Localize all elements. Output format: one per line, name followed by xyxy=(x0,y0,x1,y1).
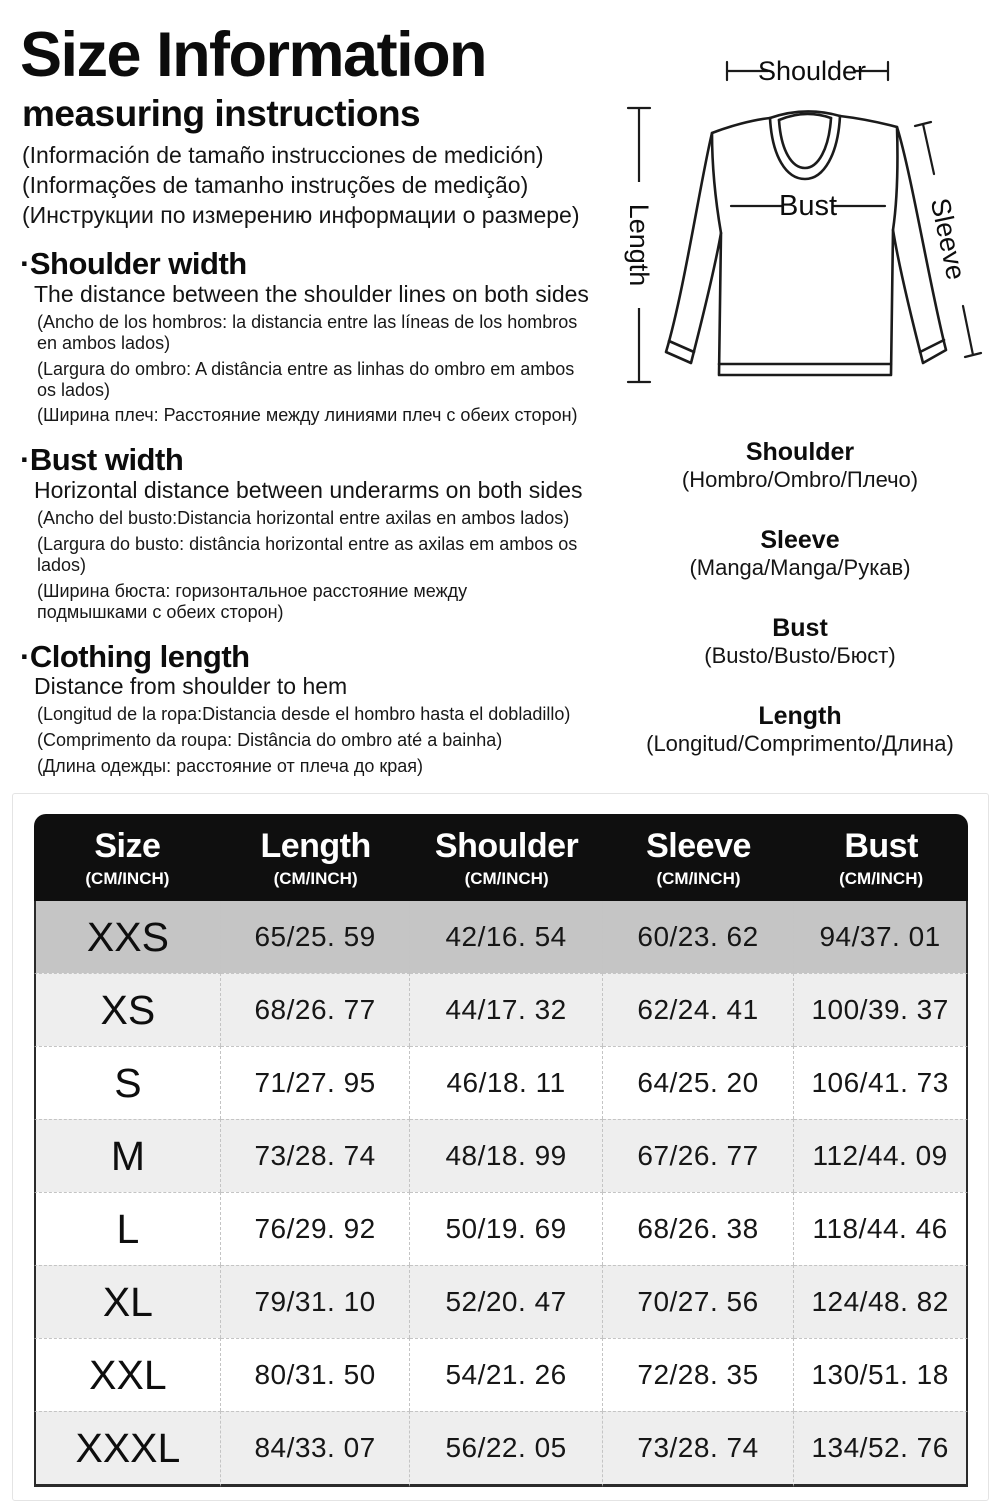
col-label: Bust xyxy=(844,827,918,865)
section-translation-pt: (Comprimento da roupa: Distância do ombro até a bainha) xyxy=(37,730,503,751)
section-clothing-length-description: Distance from shoulder to hem xyxy=(34,673,348,700)
length-cell: 79/31. 10 xyxy=(221,1265,411,1338)
bullet-dot: · xyxy=(20,246,30,282)
size-cell: M xyxy=(34,1119,221,1192)
length-cell: 84/33. 07 xyxy=(221,1411,411,1487)
section-clothing-length-title xyxy=(20,638,605,674)
table-row-xxxl xyxy=(34,1411,968,1487)
bust-cell: 124/48. 82 xyxy=(794,1265,968,1338)
sleeve-cell: 72/28. 35 xyxy=(603,1338,794,1411)
shoulder-measure-line xyxy=(727,56,888,86)
col-unit: (CM/INCH) xyxy=(273,869,358,889)
bust-cell: 130/51. 18 xyxy=(794,1338,968,1411)
shoulder-cell: 52/20. 47 xyxy=(410,1265,602,1338)
legend-shoulder xyxy=(600,438,1000,493)
right-cuff-line xyxy=(920,340,944,352)
collar-inner xyxy=(779,118,831,168)
size-cell: L xyxy=(34,1192,221,1265)
bust-label: Bust xyxy=(778,190,838,222)
sleeve-cell: 70/27. 56 xyxy=(603,1265,794,1338)
legend-length xyxy=(600,702,1000,757)
title-translation-pt: (Informações de tamanho instruções de medição) xyxy=(22,172,529,199)
col-unit: (CM/INCH) xyxy=(464,869,549,889)
bust-cell: 106/41. 73 xyxy=(794,1046,968,1119)
section-bust-width-title xyxy=(20,444,605,476)
col-label: Size xyxy=(94,827,161,865)
section-bust-width-description: Horizontal distance between underarms on both sides xyxy=(34,476,583,503)
section-clothing-length xyxy=(20,638,605,777)
legend-bust xyxy=(600,614,1000,669)
right-sleeve-seam xyxy=(893,127,898,230)
section-shoulder-width xyxy=(20,248,605,426)
legend-sleeve xyxy=(600,526,1000,581)
bullet-dot: · xyxy=(20,638,30,674)
bust-cell: 134/52. 76 xyxy=(794,1411,968,1487)
size-cell: XXXL xyxy=(34,1411,221,1487)
size-cell: XS xyxy=(34,973,221,1046)
left-cuff-line xyxy=(669,341,694,352)
diagram-panel xyxy=(600,30,1000,757)
left-sleeve-seam xyxy=(712,133,721,233)
col-label: Length xyxy=(260,827,371,865)
length-measure-line xyxy=(623,108,655,382)
title-translation-ru: (Инструкции по измерению информации о размере) xyxy=(22,202,580,229)
section-title-text: Bust width xyxy=(29,442,184,478)
section-bust-width xyxy=(20,444,605,622)
table-row-xxl xyxy=(34,1338,968,1411)
shoulder-cell: 42/16. 54 xyxy=(410,901,602,973)
length-cell: 80/31. 50 xyxy=(221,1338,411,1411)
shoulder-cell: 48/18. 99 xyxy=(410,1119,602,1192)
page-title: Size Information xyxy=(20,20,487,90)
col-header-sleeve xyxy=(603,814,794,901)
sleeve-cell: 64/25. 20 xyxy=(603,1046,794,1119)
length-cell: 71/27. 95 xyxy=(221,1046,411,1119)
bust-cell: 100/39. 37 xyxy=(794,973,968,1046)
legend-term: Shoulder xyxy=(745,438,855,466)
section-translation-ru: (Ширина бюста: горизонтальное расстояние между подмышками с обеих сторон) xyxy=(37,580,468,622)
size-table xyxy=(34,814,968,1487)
col-unit: (CM/INCH) xyxy=(656,869,741,889)
legend-translation: (Busto/Busto/Бюст) xyxy=(704,643,896,669)
col-unit: (CM/INCH) xyxy=(85,869,170,889)
size-cell: XXS xyxy=(34,901,221,973)
title-translations xyxy=(20,141,605,230)
bust-cell: 112/44. 09 xyxy=(794,1119,968,1192)
section-title-text: Clothing length xyxy=(29,638,250,674)
sleeve-cell: 60/23. 62 xyxy=(603,901,794,973)
shoulder-cell: 44/17. 32 xyxy=(410,973,602,1046)
col-header-bust xyxy=(794,814,968,901)
section-translation-pt: (Largura do busto: distância horizontal entre as axilas em ambos os lados) xyxy=(37,534,578,575)
length-cell: 68/26. 77 xyxy=(221,973,411,1046)
section-translation-ru: (Ширина плеч: Расстояние между линиями плеч с обеих сторон) xyxy=(37,405,578,426)
bust-cell: 94/37. 01 xyxy=(794,901,968,973)
table-header-row xyxy=(34,814,968,901)
legend-term: Sleeve xyxy=(760,526,840,555)
size-cell: S xyxy=(34,1046,221,1119)
shoulder-cell: 50/19. 69 xyxy=(410,1192,602,1265)
table-row-xl xyxy=(34,1265,968,1338)
col-label: Sleeve xyxy=(646,827,751,865)
length-cell: 76/29. 92 xyxy=(221,1192,411,1265)
col-label: Shoulder xyxy=(434,827,579,865)
col-header-size xyxy=(34,814,221,901)
col-header-shoulder xyxy=(410,814,602,901)
section-translation-es: (Ancho del busto:Distancia horizontal entre axilas en ambos lados) xyxy=(37,508,570,529)
shoulder-cell: 46/18. 11 xyxy=(410,1046,602,1119)
shoulder-cell: 54/21. 26 xyxy=(410,1338,602,1411)
sleeve-cell: 62/24. 41 xyxy=(603,973,794,1046)
sleeve-measure-line xyxy=(915,122,981,357)
size-table-panel xyxy=(12,793,989,1501)
shirt-outline xyxy=(666,116,946,375)
legend-translation: (Manga/Manga/Рукав) xyxy=(689,554,911,580)
section-title-text: Shoulder width xyxy=(29,246,247,282)
sleeve-label: Sleeve xyxy=(924,195,972,283)
length-cell: 73/28. 74 xyxy=(221,1119,411,1192)
shoulder-label: Shoulder xyxy=(757,56,867,86)
size-cell: XL xyxy=(34,1265,221,1338)
size-cell: XXL xyxy=(34,1338,221,1411)
legend-translation: (Hombro/Ombro/Плечо) xyxy=(681,466,919,492)
col-unit: (CM/INCH) xyxy=(839,869,924,889)
table-row-l xyxy=(34,1192,968,1265)
section-translation-es: (Ancho de los hombros: la distancia entre las líneas de los hombros en ambos lados) xyxy=(37,311,578,353)
legend-translation: (Longitud/Comprimento/Длина) xyxy=(646,731,954,757)
table-row-xxs xyxy=(34,901,968,973)
table-row-xs xyxy=(34,973,968,1046)
legend-term: Bust xyxy=(772,614,828,643)
legend-term: Length xyxy=(758,702,842,731)
section-shoulder-width-description: The distance between the shoulder lines on both sides xyxy=(34,280,589,307)
section-translation-ru: (Длина одежды: расстояние от плеча до края) xyxy=(37,756,423,777)
shoulder-cell: 56/22. 05 xyxy=(410,1411,602,1487)
section-translation-es: (Longitud de la ropa:Distancia desde el hombro hasta el dobladillo) xyxy=(37,704,571,725)
diagram-legend xyxy=(600,438,1000,791)
section-shoulder-width-title xyxy=(20,248,605,280)
measuring-instructions-panel xyxy=(20,22,605,777)
length-cell: 65/25. 59 xyxy=(221,901,411,973)
sleeve-cell: 67/26. 77 xyxy=(603,1119,794,1192)
table-row-m xyxy=(34,1119,968,1192)
shirt-diagram xyxy=(600,30,1000,430)
section-translation-pt: (Largura do ombro: A distância entre as linhas do ombro em ambos os lados) xyxy=(37,358,575,400)
bust-cell: 118/44. 46 xyxy=(794,1192,968,1265)
length-label: Length xyxy=(624,203,654,287)
page-subtitle: measuring instructions xyxy=(22,92,421,134)
table-row-s xyxy=(34,1046,968,1119)
sleeve-cell: 73/28. 74 xyxy=(603,1411,794,1487)
sleeve-cell: 68/26. 38 xyxy=(603,1192,794,1265)
bust-measure-line xyxy=(731,190,885,222)
col-header-length xyxy=(221,814,411,901)
title-translation-es: (Información de tamaño instrucciones de medición) xyxy=(22,142,544,169)
collar-inner-top xyxy=(779,114,831,120)
bullet-dot: · xyxy=(20,442,30,478)
